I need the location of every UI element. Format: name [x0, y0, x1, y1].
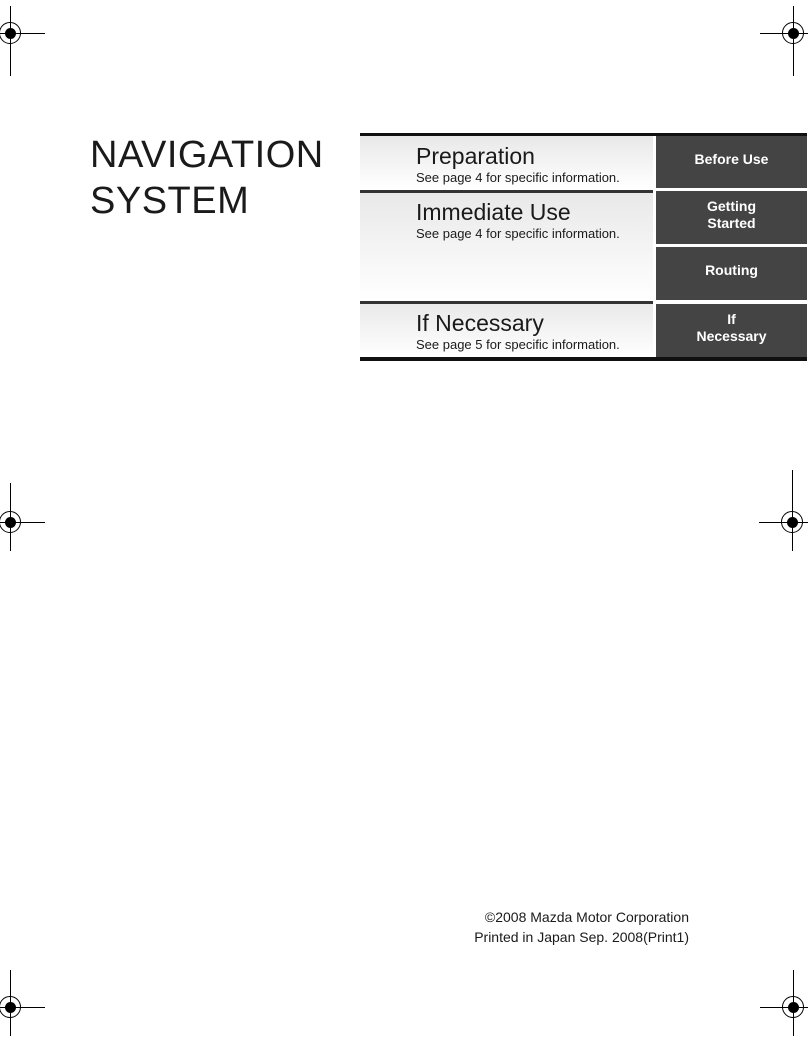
registration-mark-top-left	[0, 14, 31, 54]
tab-label: Routing	[705, 262, 758, 278]
section-preparation[interactable]	[360, 136, 653, 188]
section-divider	[360, 301, 653, 304]
footer	[474, 907, 689, 947]
section-page-reference: See page 4 for specific information.	[416, 170, 620, 185]
crop-line-top-left	[10, 50, 11, 76]
section-heading: Preparation	[416, 143, 535, 169]
registration-mark-mid-right	[773, 503, 808, 543]
crop-line-mid-right	[792, 470, 793, 504]
contents-index	[360, 133, 807, 361]
crop-line-top-right	[793, 50, 794, 76]
tab-before-use[interactable]	[656, 136, 807, 188]
crop-line-bottom-left	[10, 970, 11, 990]
registration-mark-top-right	[774, 14, 808, 54]
contents-bottom-rule	[360, 357, 807, 361]
print-info-line: Printed in Japan Sep. 2008(Print1)	[474, 929, 689, 945]
crop-line-mid-left	[10, 483, 11, 505]
document-title	[90, 132, 324, 224]
tab-if-necessary[interactable]	[656, 304, 807, 357]
registration-mark-mid-left	[0, 503, 31, 543]
tab-getting-started[interactable]	[656, 191, 807, 244]
section-page-reference: See page 4 for specific information.	[416, 226, 620, 241]
tab-label: Getting Started	[707, 197, 756, 231]
registration-mark-bottom-right	[774, 988, 808, 1028]
crop-line-bottom-right	[793, 970, 794, 990]
section-heading: Immediate Use	[416, 199, 571, 225]
tab-label: If Necessary	[696, 310, 767, 344]
section-page-reference: See page 5 for specific information.	[416, 337, 620, 352]
copyright-line: ©2008 Mazda Motor Corporation	[484, 909, 689, 925]
tab-routing[interactable]	[656, 247, 807, 300]
registration-mark-bottom-left	[0, 988, 31, 1028]
section-if-necessary[interactable]	[360, 301, 653, 357]
title-text: NAVIGATION SYSTEM	[90, 134, 324, 222]
tab-label: Before Use	[694, 150, 769, 167]
section-divider	[360, 190, 653, 193]
section-heading: If Necessary	[416, 310, 544, 336]
section-immediate-use[interactable]	[360, 190, 653, 300]
